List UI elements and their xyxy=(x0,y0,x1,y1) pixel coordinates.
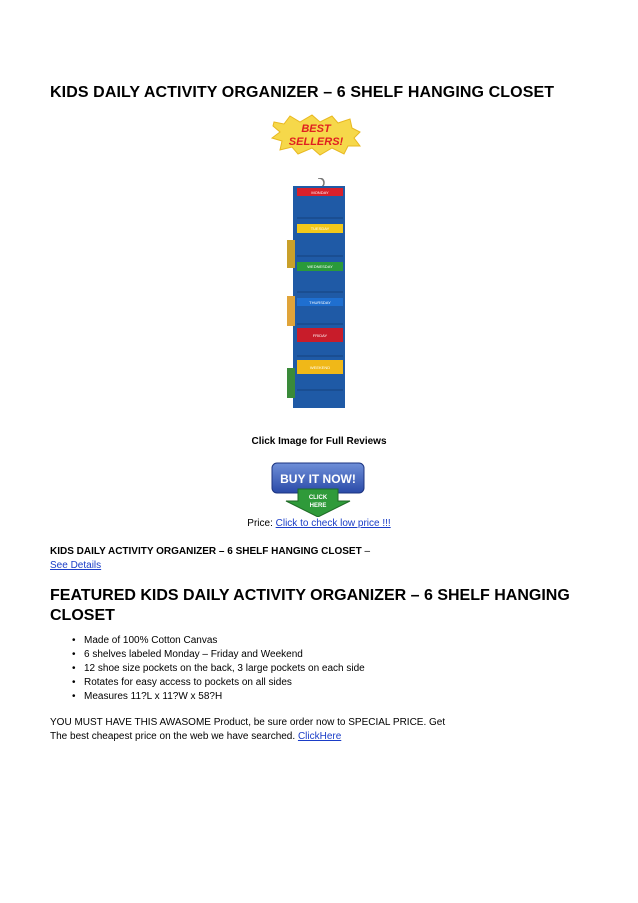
price-label: Price: xyxy=(247,518,276,529)
summary-title: KIDS DAILY ACTIVITY ORGANIZER – 6 SHELF HANGING CLOSET xyxy=(50,546,362,557)
shelf-label-tuesday: TUESDAY xyxy=(310,226,330,231)
click-image-caption: Click Image for Full Reviews xyxy=(251,436,387,447)
best-sellers-badge xyxy=(270,114,362,156)
summary-suffix: – xyxy=(361,546,371,557)
shelf-label-monday: MONDAY xyxy=(311,190,329,195)
see-details-link[interactable]: See Details xyxy=(50,560,102,571)
shelf-label-thursday: THURSDAY xyxy=(309,300,331,305)
feature-item: • Made of 100% Cotton Canvas xyxy=(72,634,365,648)
buy-button-label: BUY IT NOW! xyxy=(280,472,356,486)
shelf-label-friday: FRIDAY xyxy=(312,333,328,338)
feature-item: • 12 shoe size pockets on the back, 3 large pockets on each side xyxy=(72,662,365,676)
check-price-link[interactable]: Click to check low price !!! xyxy=(275,518,391,529)
feature-item: • Rotates for easy access to pockets on all sides xyxy=(72,676,365,690)
feature-list xyxy=(72,634,365,704)
call-to-action xyxy=(50,716,610,744)
featured-heading: FEATURED KIDS DAILY ACTIVITY ORGANIZER – 6 SHELF HANGING CLOSET xyxy=(50,587,570,624)
arrow-line-2: HERE xyxy=(309,503,327,509)
shelf-label-wednesday: WEDNESDAY xyxy=(307,264,333,269)
organizer-body xyxy=(293,186,345,408)
shelf-label-weekend: WEEKEND xyxy=(309,365,331,370)
product-image[interactable] xyxy=(283,178,353,410)
price-line xyxy=(0,518,638,529)
cta-line-1: YOU MUST HAVE THIS AWASOME Product, be sure order now to SPECIAL PRICE. Get xyxy=(50,717,446,728)
feature-item: • 6 shelves labeled Monday – Friday and Weekend xyxy=(72,648,365,662)
summary-block xyxy=(50,545,610,573)
arrow-line-1: CLICK xyxy=(308,495,328,501)
buy-it-now-button[interactable] xyxy=(270,461,366,517)
badge-line-1: BEST xyxy=(301,123,331,135)
cta-line-2: The best cheapest price on the web we have searched. xyxy=(50,731,298,742)
starburst-icon xyxy=(272,115,360,155)
click-here-link[interactable]: ClickHere xyxy=(297,731,342,742)
feature-item: • Measures 11?L x 11?W x 58?H xyxy=(72,690,365,704)
badge-line-2: SELLERS! xyxy=(288,136,344,148)
page-title: KIDS DAILY ACTIVITY ORGANIZER – 6 SHELF HANGING CLOSET xyxy=(50,84,555,101)
